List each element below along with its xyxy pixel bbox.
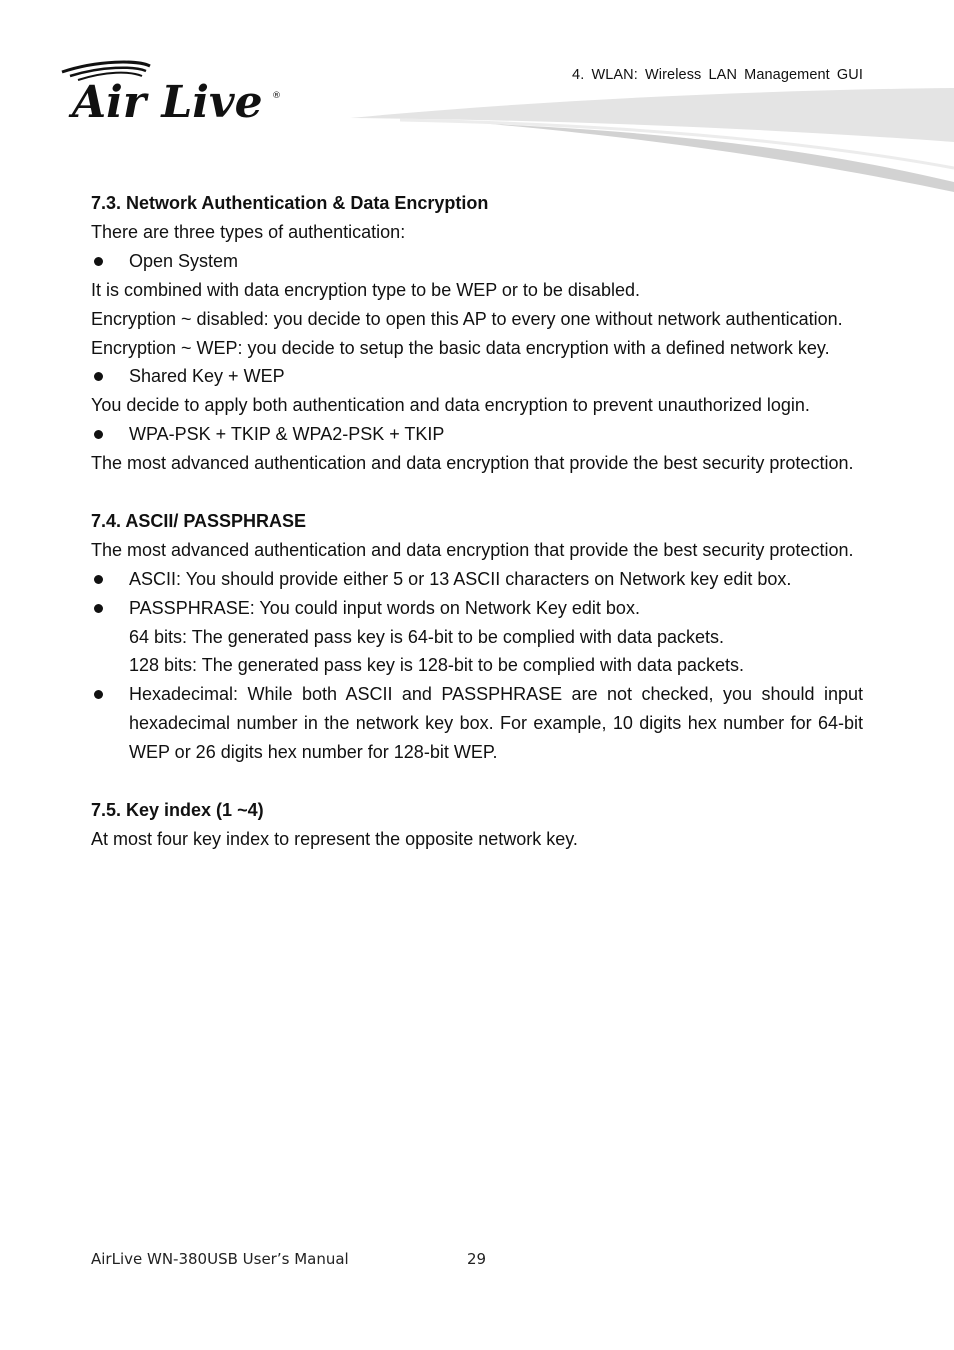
paragraph: Encryption ~ disabled: you decide to open this AP to every one without network authentication. (91, 308, 843, 329)
bullet-icon (94, 604, 103, 613)
bullet-item-ascii: ASCII: You should provide either 5 or 13 ASCII characters on Network key edit box. (91, 565, 863, 594)
paragraph: Encryption ~ WEP: you decide to setup the basic data encryption with a defined network key. (91, 337, 830, 358)
sub-item-128-bits: 128 bits: The generated pass key is 128-bit to be complied with data packets. (129, 655, 745, 676)
bullet-icon (94, 690, 103, 699)
document-body (91, 189, 863, 854)
page-number: 29 (467, 1250, 487, 1268)
bullet-icon (94, 430, 103, 439)
bullet-item-shared-key: Shared Key + WEP (91, 362, 863, 391)
bullet-item-wpa: WPA-PSK + TKIP & WPA2-PSK + TKIP (91, 420, 863, 449)
paragraph: It is combined with data encryption type to be WEP or to be disabled. (91, 279, 640, 300)
section-heading-7-3: 7.3. Network Authentication & Data Encryption (91, 193, 489, 213)
bullet-item-open-system: Open System (91, 247, 863, 276)
section-heading-7-5: 7.5. Key index (1 ~4) (91, 800, 264, 820)
svg-text:®: ® (272, 91, 281, 101)
bullet-item-passphrase: PASSPHRASE: You could input words on Network Key edit box. (91, 594, 863, 623)
svg-text:Air Live: Air Live (72, 77, 263, 126)
header-swoosh (340, 80, 954, 200)
bullet-icon (94, 372, 103, 381)
bullet-item-hexadecimal: Hexadecimal: While both ASCII and PASSPHRASE are not checked, you should input hexadecimal number in the network key box. For example, 10 digits hex number for 64-bit WEP or 26 digits hex number for 128-bit WEP. (91, 680, 863, 767)
paragraph: The most advanced authentication and data encryption that provide the best security protection. (91, 453, 854, 474)
paragraph: The most advanced authentication and data encryption that provide the best security protection. (91, 539, 854, 560)
bullet-icon (94, 575, 103, 584)
sub-item-64-bits: 64 bits: The generated pass key is 64-bit to be complied with data packets. (129, 626, 725, 647)
paragraph: You decide to apply both authentication and data encryption to prevent unauthorized login. (91, 395, 810, 416)
footer-manual-title: AirLive WN-380USB User’s Manual (91, 1250, 349, 1268)
paragraph: At most four key index to represent the opposite network key. (91, 828, 578, 849)
airlive-logo (58, 58, 288, 126)
section-heading-7-4: 7.4. ASCII/ PASSPHRASE (91, 510, 307, 531)
chapter-header: 4. WLAN: Wireless LAN Management GUI (572, 67, 863, 83)
paragraph: There are three types of authentication: (91, 221, 406, 242)
bullet-icon (94, 257, 103, 266)
